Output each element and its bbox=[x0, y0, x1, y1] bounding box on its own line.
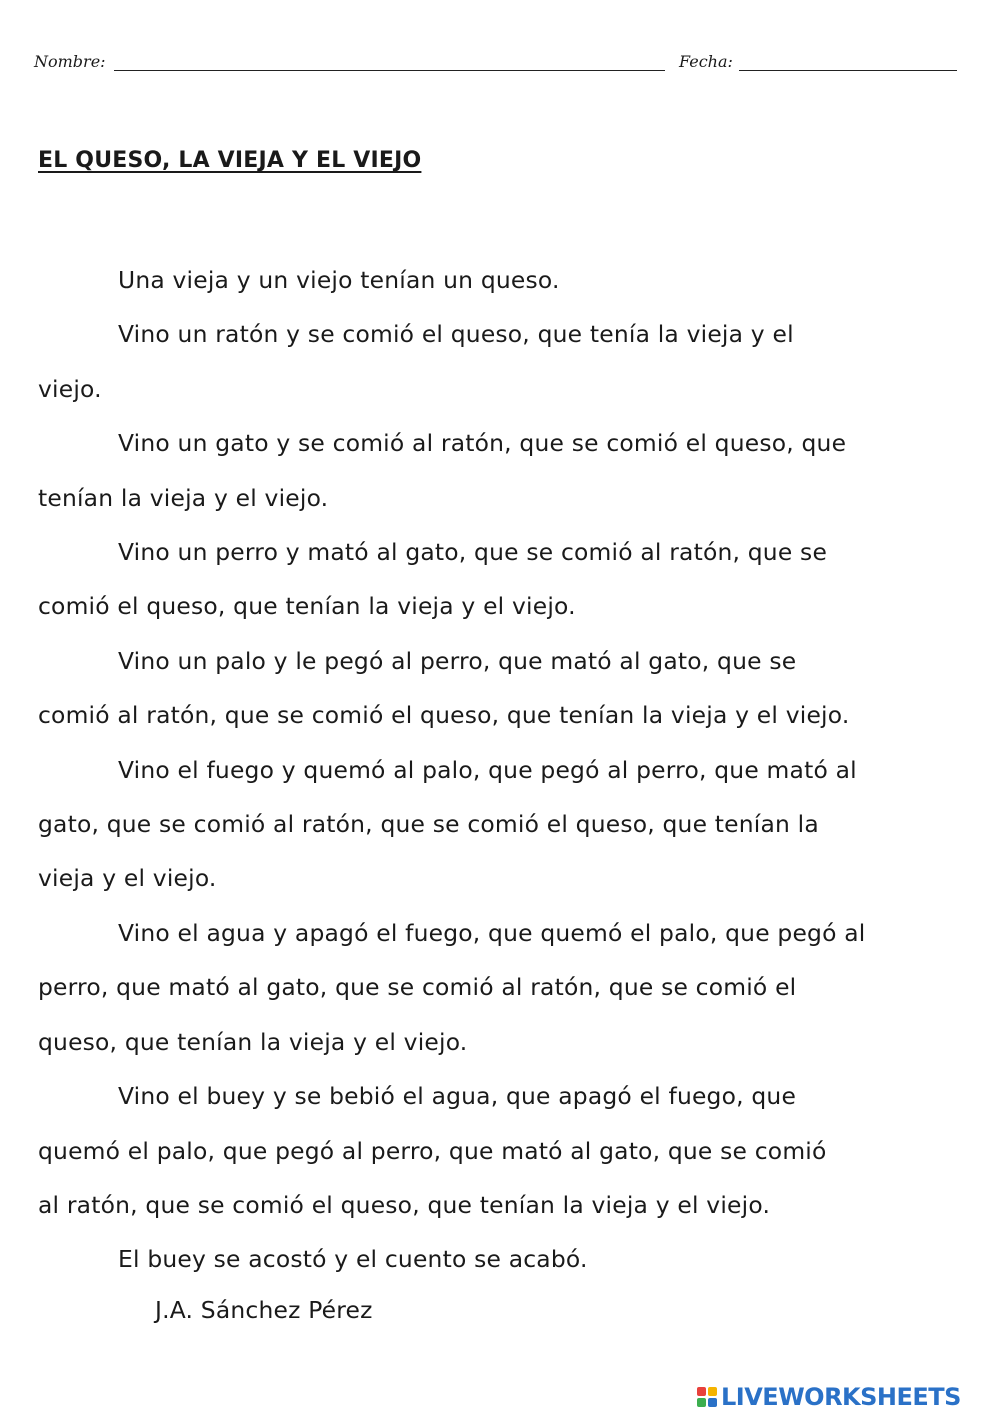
logo-square bbox=[697, 1398, 706, 1407]
story-line: vieja y el viejo. bbox=[38, 864, 217, 893]
story-line: comió al ratón, que se comió el queso, que tenían la vieja y el viejo. bbox=[38, 701, 850, 730]
story-line: queso, que tenían la vieja y el viejo. bbox=[38, 1027, 468, 1056]
liveworksheets-watermark bbox=[697, 1382, 961, 1412]
story-line: El buey se acostó y el cuento se acabó. bbox=[118, 1245, 588, 1274]
name-field[interactable] bbox=[114, 70, 665, 71]
author-name: J.A. Sánchez Pérez bbox=[155, 1296, 373, 1324]
story-line: Vino un ratón y se comió el queso, que tenía la vieja y el bbox=[118, 320, 794, 349]
story-line: Vino un perro y mató al gato, que se comió al ratón, que se bbox=[118, 538, 828, 567]
logo-square bbox=[708, 1398, 717, 1407]
liveworksheets-logo-icon bbox=[697, 1387, 717, 1407]
logo-square bbox=[697, 1387, 706, 1396]
story-title: EL QUESO, LA VIEJA Y EL VIEJO bbox=[38, 148, 422, 173]
story-line: Vino el buey y se bebió el agua, que apagó el fuego, que bbox=[118, 1082, 797, 1111]
name-label: Nombre: bbox=[34, 52, 106, 71]
story-line: Vino un gato y se comió al ratón, que se comió el queso, que bbox=[118, 429, 847, 458]
story-line: viejo. bbox=[38, 374, 102, 403]
story-paragraph bbox=[38, 307, 973, 416]
story-line: quemó el palo, que pegó al perro, que mató al gato, que se comió bbox=[38, 1136, 827, 1165]
story-text bbox=[38, 253, 973, 1287]
story-paragraph bbox=[38, 416, 973, 525]
story-paragraph bbox=[38, 253, 973, 307]
worksheet-header bbox=[34, 50, 959, 80]
story-line: perro, que mató al gato, que se comió al ratón, que se comió el bbox=[38, 973, 797, 1002]
date-field[interactable] bbox=[739, 70, 957, 71]
story-line: Vino el agua y apagó el fuego, que quemó el palo, que pegó al bbox=[118, 918, 866, 947]
story-line: comió el queso, que tenían la vieja y el viejo. bbox=[38, 592, 576, 621]
story-line: gato, que se comió al ratón, que se comió el queso, que tenían la bbox=[38, 810, 819, 839]
story-paragraph bbox=[38, 906, 973, 1069]
story-line: Vino el fuego y quemó al palo, que pegó al perro, que mató al bbox=[118, 755, 857, 784]
story-paragraph bbox=[38, 634, 973, 743]
date-label: Fecha: bbox=[679, 52, 733, 71]
story-line: tenían la vieja y el viejo. bbox=[38, 483, 329, 512]
story-paragraph bbox=[38, 525, 973, 634]
story-paragraph bbox=[38, 1232, 973, 1286]
logo-square bbox=[708, 1387, 717, 1396]
story-line: Una vieja y un viejo tenían un queso. bbox=[118, 266, 560, 294]
story-line: al ratón, que se comió el queso, que tenían la vieja y el viejo. bbox=[38, 1190, 771, 1219]
story-paragraph bbox=[38, 1069, 973, 1232]
watermark-text: LIVEWORKSHEETS bbox=[721, 1383, 961, 1411]
story-paragraph bbox=[38, 743, 973, 906]
story-line: Vino un palo y le pegó al perro, que mató al gato, que se bbox=[118, 646, 797, 675]
